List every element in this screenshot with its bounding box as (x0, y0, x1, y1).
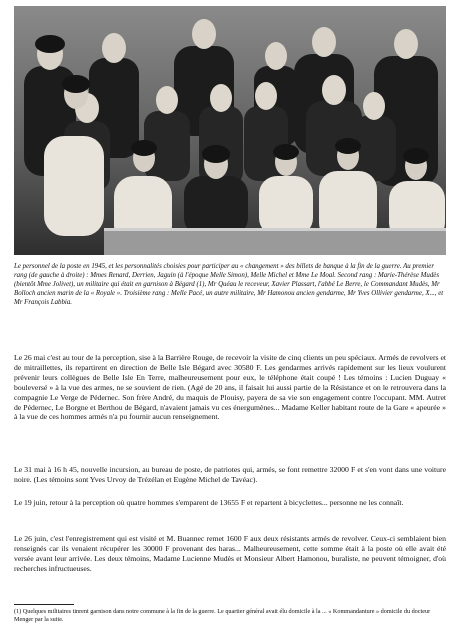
paragraph-text: Le 26 mai c'est au tour de la perception, sise à la Barrière Rouge, de recevoir la visite de cinq clients un peu spéciaux. Armés de revolvers et de mitraillettes, ils repartirent en direction de Belle Isle Bégard avec 30580 F. Les gendarmes arrivés rapidement sur les lieux voulurent prévenir leurs collègues de Belle Isle En Terre, malheureusement pour eux, le téléphone était coupé ! Les témoins : Lucien Duguay « bouleversé » à la vue des armes, ne se souvient de rien. (Agé de 20 ans, il faisait lui aussi partie de la Résistance et on le retrouvera dans la compagnie Le Verge de Pédernec. Son frère André, du maquis de Plouisy, payera de sa vie son engagement contre l'occupant. MM. Autret de Pédernec, Le Borgne et Berthou de Bégard, n'avaient jamais vu ces énergumènes... Madame Keller habitant route de la Gare « apeurée » à la vue de ces hommes armés n'a pu fournir aucun renseignement. (14, 353, 446, 422)
group-photograph-icon (14, 6, 446, 255)
footnote-divider (14, 604, 74, 605)
paragraph-perception-may-26 (14, 353, 446, 422)
paragraph-poste-may-31 (14, 465, 446, 485)
footnote (14, 608, 446, 625)
footnote-text: (1) Quelques militaires tinrent garnison dans notre commune à la fin de la guerre. Le quartier général avait élu domicile à la ... « Kommandanture » domicile du docteur Menger par la suite. (14, 608, 431, 624)
photo-caption (14, 262, 446, 307)
paragraph-text: Le 31 mai à 16 h 45, nouvelle incursion, au bureau de poste, de patriotes qui, armés, se font remettre 32000 F et s'en vont dans une voiture noire. (Les témoins sont Yves Urvoy de Trézélan et Eugène Michel de Tavéac). (14, 465, 446, 484)
paragraph-perception-june-19 (14, 498, 446, 508)
caption-text: Le personnel de la poste en 1945, et les personnalités choisies pour participer au « changement » des billets de banque à la fin de la guerre. Au premier rang (de gauche à droite) : Mmes Renard, Derrien, Jaguin (à l'époque Melle Simon), Melle Michel et Mme Le Moal. Second rang : Marie-Thérèse Mudès (bientôt Mme Jolivet), un militaire qui était en garnison à Bégard (1), Mr Quéau le receveur, Xavier Plassart, l'abbé Le Berre, le Commandant Mudès, Mr Bolloch ancien marin de la « Royale ». Troisième rang : Melle Pacé, un autre militaire, Mr Hamonou ancien gendarme, Mr Yves Ollivier gendarme, X..., et Mr François Labbia. (14, 263, 444, 307)
paragraph-text: Le 19 juin, retour à la perception où quatre hommes s'emparent de 13655 F et repartent à bicyclettes... personne ne les connaît. (14, 498, 404, 507)
paragraph-text: Le 26 juin, c'est l'enregistrement qui est visité et M. Buannec remet 1600 F aux deux résistants armés de revolver. Ceux-ci semblaient bien renseignés car ils venaient récupérer les 30000 F provenant des haras... Malheureusement, cette somme était à la poste où elle avait été versée avant leur arrivée. Les deux témoins, Madame Lucienne Mudès et Monsieur Albert Hamonou, buraliste, ne peuvent témoigner, d'où recherches infructueuses. (14, 534, 446, 573)
group-photograph (14, 6, 446, 255)
paragraph-enregistrement-june-26 (14, 534, 446, 574)
